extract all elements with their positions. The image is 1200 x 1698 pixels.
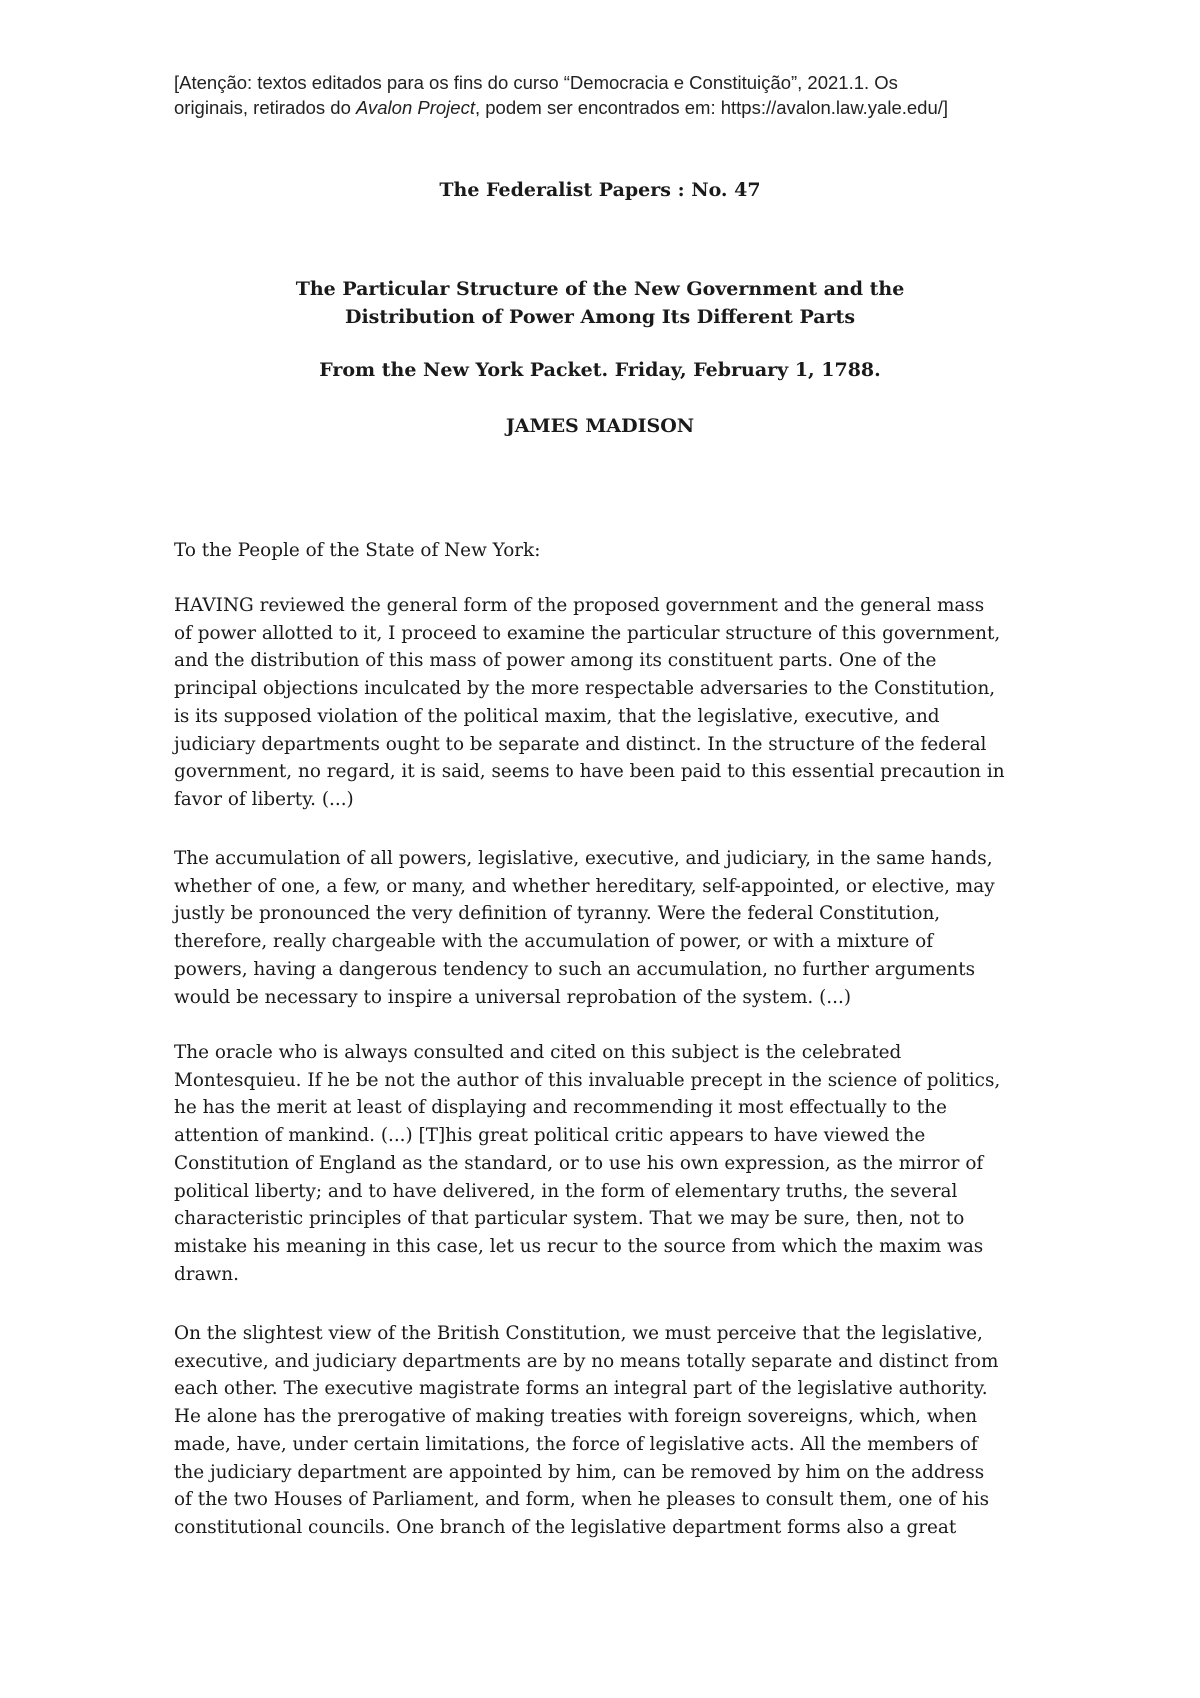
paragraph-line: HAVING reviewed the general form of the proposed government and the general mass	[174, 595, 985, 616]
paragraph-line: principal objections inculcated by the more respectable adversaries to the Constitution,	[174, 678, 996, 700]
paragraph-line: executive, and judiciary departments are by no means totally separate and distinct from	[174, 1350, 999, 1372]
paragraph-line: each other. The executive magistrate forms an integral part of the legislative authority.	[174, 1378, 988, 1400]
paragraph-line: whether of one, a few, or many, and whether hereditary, self-appointed, or elective, may	[174, 875, 995, 897]
paragraph-line: drawn.	[174, 1263, 239, 1285]
paragraph-line: On the slightest view of the British Constitution, we must perceive that the legislative,	[174, 1323, 983, 1344]
paragraph-1	[174, 592, 1044, 814]
paragraph-line: of power allotted to it, I proceed to examine the particular structure of this government,	[174, 622, 1001, 644]
paragraph-line: characteristic principles of that particular system. That we may be sure, then, not to	[174, 1208, 965, 1230]
paragraph-line: The accumulation of all powers, legislative, executive, and judiciary, in the same hands,	[174, 848, 993, 869]
subtitle-line-2: Distribution of Power Among Its Different Parts	[344, 306, 856, 328]
paragraph-line: is its supposed violation of the political maxim, that the legislative, executive, and	[174, 705, 940, 727]
paragraph-line: attention of mankind. (...) [T]his great political critic appears to have viewed the	[174, 1125, 926, 1147]
paragraph-3	[174, 1039, 1044, 1288]
paragraph-line: therefore, really chargeable with the accumulation of power, or with a mixture of	[174, 931, 934, 953]
paragraph-2	[174, 845, 1044, 1011]
publication-source: From the New York Packet. Friday, February 1, 1788.	[319, 359, 881, 381]
salutation: To the People of the State of New York:	[174, 540, 541, 561]
paragraph-line: of the two Houses of Parliament, and form, when he pleases to consult them, one of his	[174, 1489, 990, 1511]
notice-source-name: Avalon Project	[356, 97, 475, 118]
paragraph-line: judiciary departments ought to be separate and distinct. In the structure of the federal	[174, 733, 987, 755]
paragraph-line: He alone has the prerogative of making treaties with foreign sovereigns, which, when	[174, 1406, 978, 1428]
notice-line-1: [Atenção: textos editados para os fins do curso “Democracia e Constituição”, 2021.1. Os	[174, 72, 898, 93]
author-name: JAMES MADISON	[505, 415, 695, 437]
paragraph-line: powers, having a dangerous tendency to such an accumulation, no further arguments	[174, 958, 976, 980]
document-subtitle	[0, 275, 1200, 331]
notice-line-2-start: originais, retirados do	[174, 97, 357, 118]
editorial-notice	[174, 70, 1054, 120]
document-title: The Federalist Papers : No. 47	[439, 179, 761, 201]
paragraph-line: The oracle who is always consulted and cited on this subject is the celebrated	[174, 1042, 902, 1063]
notice-line-2	[174, 95, 1054, 120]
paragraph-line: favor of liberty. (...)	[174, 788, 354, 810]
paragraph-line: Montesquieu. If he be not the author of this invaluable precept in the science of politics,	[174, 1069, 1001, 1091]
paragraph-line: mistake his meaning in this case, let us recur to the source from which the maxim was	[174, 1235, 984, 1257]
paragraph-line: justly be pronounced the very definition of tyranny. Were the federal Constitution,	[174, 903, 941, 925]
paragraph-line: Constitution of England as the standard, or to use his own expression, as the mirror of	[174, 1152, 984, 1174]
paragraph-line: constitutional councils. One branch of the legislative department forms also a great	[174, 1516, 957, 1538]
paragraph-4	[174, 1320, 1044, 1542]
subtitle-line-1: The Particular Structure of the New Government and the	[295, 278, 905, 300]
paragraph-line: political liberty; and to have delivered, in the form of elementary truths, the several	[174, 1180, 958, 1202]
paragraph-line: would be necessary to inspire a universal reprobation of the system. (...)	[174, 986, 851, 1008]
paragraph-line: government, no regard, it is said, seems to have been paid to this essential precaution in	[174, 761, 1005, 783]
notice-line-2-end: , podem ser encontrados em: https://avalon.law.yale.edu/]	[474, 97, 949, 118]
paragraph-line: made, have, under certain limitations, the force of legislative acts. All the members of	[174, 1433, 978, 1455]
paragraph-line: the judiciary department are appointed by him, can be removed by him on the address	[174, 1461, 985, 1483]
paragraph-line: and the distribution of this mass of power among its constituent parts. One of the	[174, 650, 937, 672]
paragraph-line: he has the merit at least of displaying and recommending it most effectually to the	[174, 1097, 947, 1119]
